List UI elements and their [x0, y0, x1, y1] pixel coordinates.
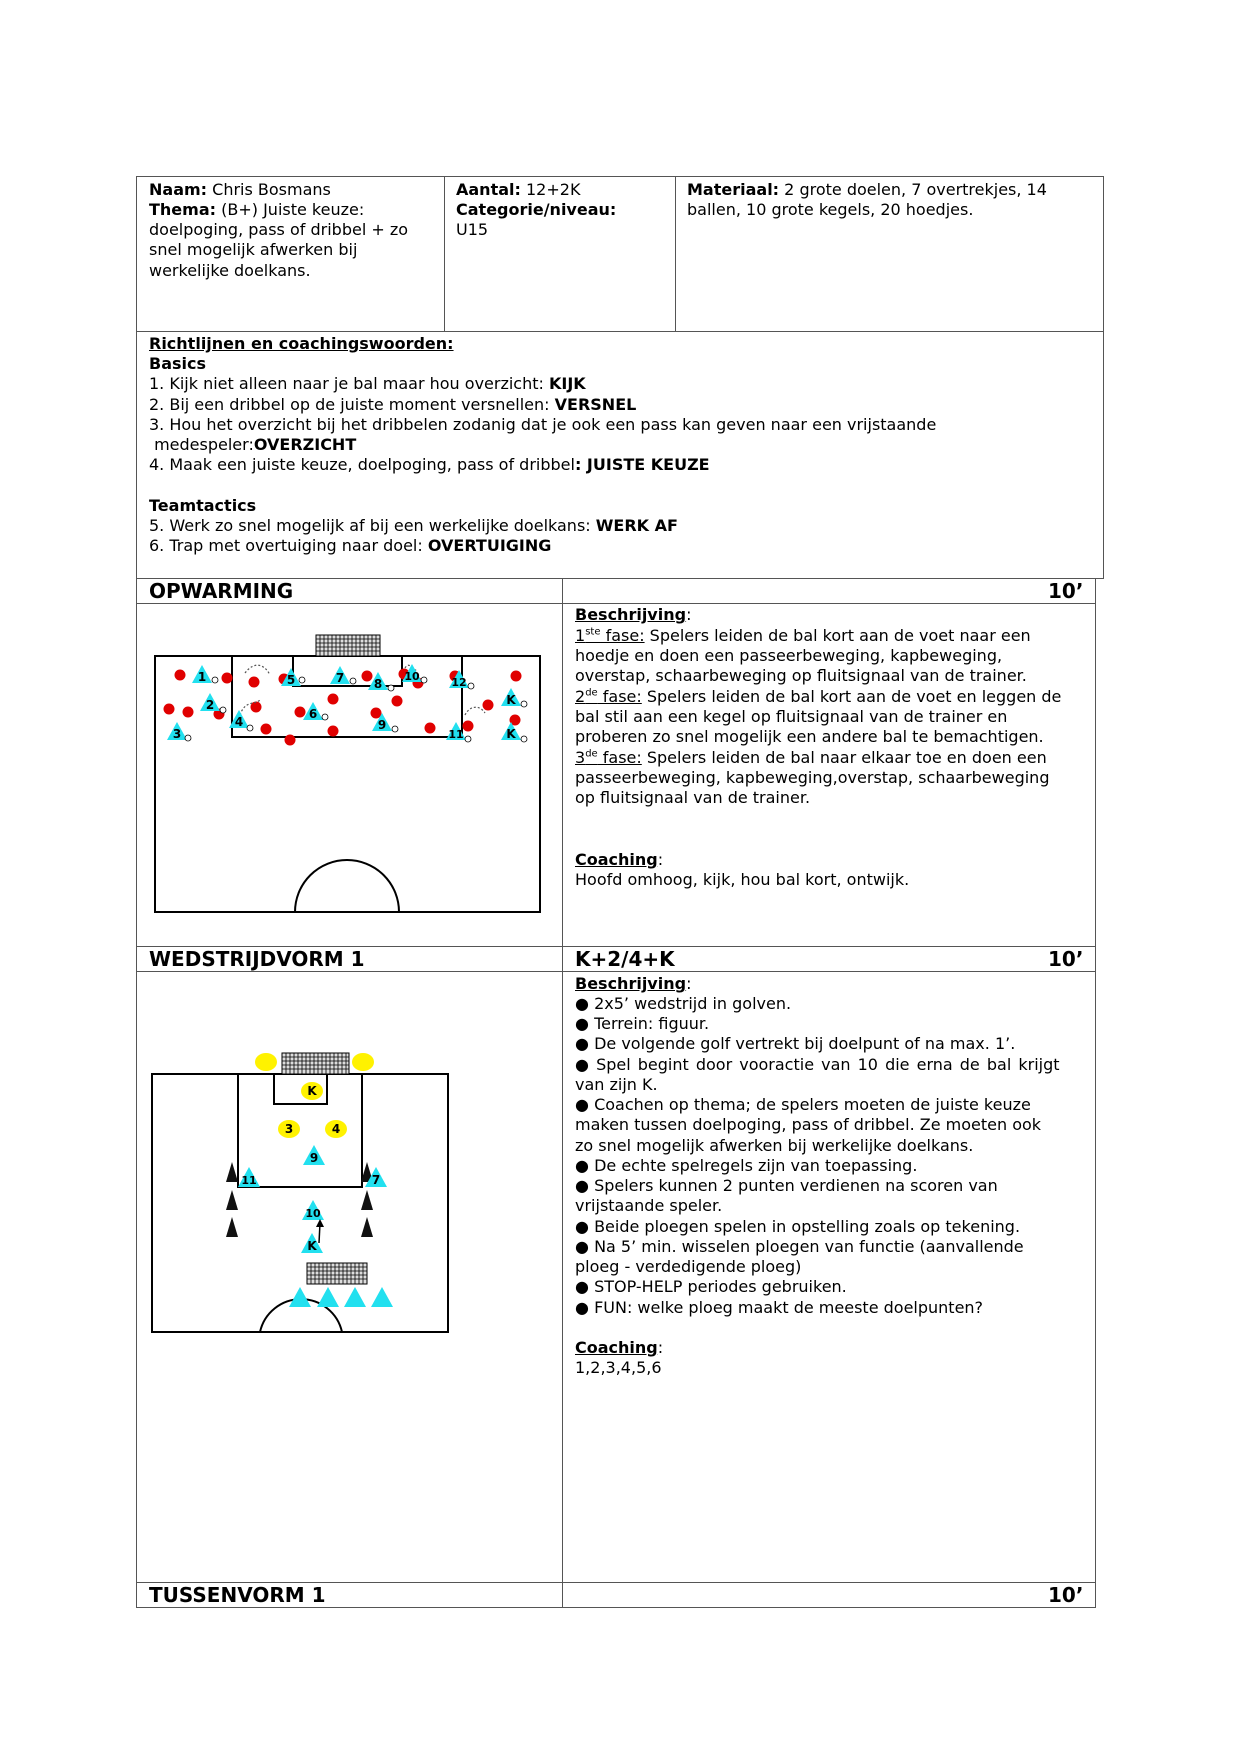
wv-line-2: ● Terrein: figuur. [575, 1014, 710, 1033]
thema-line-1: Thema: (B+) Juiste keuze: [149, 200, 365, 219]
opwarming-title: OPWARMING [149, 579, 294, 603]
player-6 [303, 702, 323, 721]
wedstrijdvorm-body-divider [562, 971, 563, 1583]
svg-text:8: 8 [373, 677, 383, 691]
svg-text:6: 6 [308, 707, 318, 721]
tussenvorm-title: TUSSENVORM 1 [149, 1583, 326, 1607]
yellow-player-3 [278, 1120, 300, 1138]
svg-text:K: K [307, 1084, 317, 1098]
header-divider-1 [444, 176, 445, 332]
basics-item-4: 4. Maak een juiste keuze, doelpoging, pass of dribbel: JUISTE KEUZE [149, 455, 710, 474]
wedstrijdvorm-duration: 10’ [1048, 947, 1084, 971]
dribble-paths [240, 665, 485, 715]
pass-arrowhead [316, 1219, 324, 1227]
fase2-line2: bal stil aan een kegel op fluitsignaal van de trainer en [575, 707, 1008, 726]
opwarming-diagram [150, 630, 550, 920]
yellow-player-4 [325, 1120, 347, 1138]
wv-line-11: ● FUN: welke ploeg maakt de meeste doelpunten? [575, 1298, 984, 1317]
svg-text:9: 9 [309, 1151, 319, 1165]
wedstrijdvorm-format: K+2/4+K [575, 947, 675, 971]
materiaal-line-1: Materiaal: 2 grote doelen, 7 overtrekjes, 14 [687, 180, 1047, 199]
fase1-line3: overstap, schaarbeweging op fluitsignaal van de trainer. [575, 666, 1027, 685]
wv-line-5a: ● Coachen op thema; de spelers moeten de juiste keuze [575, 1095, 1031, 1114]
yellow-bib-1 [255, 1053, 277, 1071]
wedstrijdvorm-coaching-text: 1,2,3,4,5,6 [575, 1358, 662, 1377]
wv-line-3: ● De volgende golf vertrekt bij doelpunt of na max. 1’. [575, 1034, 1016, 1053]
svg-text:K: K [506, 693, 516, 707]
svg-text:3: 3 [172, 727, 182, 741]
wedstrijdvorm-beschrijving-label: Beschrijving: [575, 974, 692, 993]
svg-text:11: 11 [241, 1174, 257, 1187]
svg-text:3: 3 [284, 1122, 294, 1136]
wv-line-1: ● 2x5’ wedstrijd in golven. [575, 994, 792, 1013]
yellow-bib-2 [352, 1053, 374, 1071]
teamtactics-item-6: 6. Trap met overtuiging naar doel: OVERTUIGING [149, 536, 552, 555]
wv-line-4b: van zijn K. [575, 1075, 658, 1094]
cyan-player-9 [303, 1145, 325, 1165]
svg-text:K: K [307, 1239, 317, 1253]
basics-item-2: 2. Bij een dribbel op de juiste moment versnellen: VERSNEL [149, 395, 637, 414]
svg-text:12: 12 [451, 676, 467, 689]
fase1-line2: hoedje en doen een passeerbeweging, kapbeweging, [575, 646, 1003, 665]
basics-item-3-line-1: 3. Hou het overzicht bij het dribbelen zodanig dat je ook een pass kan geven naar een vrijstaande [149, 415, 937, 434]
svg-text:2: 2 [205, 698, 215, 712]
guidelines-title: Richtlijnen en coachingswoorden: [149, 334, 454, 353]
svg-text:10: 10 [305, 1207, 321, 1220]
tussenvorm-header-divider [562, 1582, 563, 1608]
keeper-top [301, 1082, 323, 1100]
svg-text:9: 9 [377, 718, 387, 732]
svg-text:7: 7 [335, 671, 345, 685]
basics-item-1: 1. Kijk niet alleen naar je bal maar hou overzicht: KIJK [149, 374, 586, 393]
goal-net-top [282, 1053, 349, 1074]
wv-line-7a: ● Spelers kunnen 2 punten verdienen na scoren van [575, 1176, 998, 1195]
aantal-line: Aantal: 12+2K [456, 180, 581, 199]
player-2 [200, 693, 220, 712]
thema-line-4: werkelijke doelkans. [149, 261, 311, 280]
materiaal-line-2: ballen, 10 grote kegels, 20 hoedjes. [687, 200, 974, 219]
goal-net-bottom [307, 1263, 367, 1284]
thema-line-2: doelpoging, pass of dribbel + zo [149, 220, 409, 239]
categorie-value: U15 [456, 220, 489, 239]
teamtactics-title: Teamtactics [149, 496, 257, 515]
opwarming-coaching-label: Coaching: [575, 850, 664, 869]
wv-line-6: ● De echte spelregels zijn van toepassing. [575, 1156, 918, 1175]
cyan-player-10 [302, 1200, 324, 1220]
basics-title: Basics [149, 354, 207, 373]
opwarming-duration: 10’ [1048, 579, 1084, 603]
basics-item-3-line-2: medespeler:OVERZICHT [149, 435, 357, 454]
cyan-player-11 [238, 1167, 260, 1187]
svg-text:7: 7 [371, 1173, 381, 1187]
wv-line-7b: vrijstaande speler. [575, 1196, 723, 1215]
naam-line: Naam: Chris Bosmans [149, 180, 331, 199]
player-7 [330, 666, 350, 685]
fase2-line1: 2de fase: Spelers leiden de bal kort aan de voet en leggen de [575, 687, 1062, 706]
wv-line-9a: ● Na 5’ min. wisselen ploegen van functie (aanvallende [575, 1237, 1024, 1256]
svg-text:11: 11 [448, 728, 464, 741]
player-k-1 [501, 688, 521, 707]
fase3-line3: op fluitsignaal van de trainer. [575, 788, 811, 807]
fase2-line3: proberen zo snel mogelijk een andere bal te bemachtigen. [575, 727, 1044, 746]
player-1 [192, 665, 212, 684]
svg-text:4: 4 [331, 1122, 341, 1136]
teamtactics-item-5: 5. Werk zo snel mogelijk af bij een werkelijke doelkans: WERK AF [149, 516, 678, 535]
opwarming-body-divider [562, 603, 563, 947]
fase3-line1: 3de fase: Spelers leiden de bal naar elkaar toe en doen een [575, 748, 1047, 767]
svg-text:K: K [506, 727, 516, 741]
svg-text:5: 5 [286, 673, 296, 687]
player-10 [402, 664, 422, 683]
fase3-line2: passeerbeweging, kapbeweging,overstap, schaarbeweging [575, 768, 1050, 787]
fase1-line1: 1ste fase: Spelers leiden de bal kort aan de voet naar een [575, 626, 1031, 645]
goal-net [316, 635, 380, 656]
cyan-cone-row [289, 1287, 393, 1307]
tussenvorm-duration: 10’ [1048, 1583, 1084, 1607]
wv-line-5b: maken tussen doelpoging, pass of dribbel. Ze moeten ook [575, 1115, 1042, 1134]
wv-line-5c: zo snel mogelijk afwerken bij werkelijke doelkans. [575, 1136, 974, 1155]
wv-line-4a: ● Spel begint door vooractie van 10 die erna de bal krijgt [575, 1055, 1060, 1074]
opwarming-coaching-text: Hoofd omhoog, kijk, hou bal kort, ontwijk. [575, 870, 910, 889]
thema-line-3: snel mogelijk afwerken bij [149, 240, 358, 259]
wedstrijdvorm-title: WEDSTRIJDVORM 1 [149, 947, 365, 971]
svg-text:4: 4 [234, 715, 244, 729]
wedstrijdvorm-header-divider [562, 946, 563, 972]
svg-text:1: 1 [197, 670, 207, 684]
wedstrijdvorm-diagram [148, 1045, 453, 1340]
opwarming-header-divider [562, 578, 563, 604]
header-divider-2 [675, 176, 676, 332]
player-k-2 [501, 722, 521, 741]
player-3 [167, 722, 187, 741]
wedstrijdvorm-coaching-label: Coaching: [575, 1338, 664, 1357]
categorie-label: Categorie/niveau: [456, 200, 617, 219]
wv-line-9b: ploeg - verdedigende ploeg) [575, 1257, 802, 1276]
wv-line-10: ● STOP-HELP periodes gebruiken. [575, 1277, 847, 1296]
svg-text:10: 10 [404, 670, 420, 683]
opwarming-beschrijving-label: Beschrijving: [575, 605, 692, 624]
wv-line-8: ● Beide ploegen spelen in opstelling zoals op tekening. [575, 1217, 1021, 1236]
